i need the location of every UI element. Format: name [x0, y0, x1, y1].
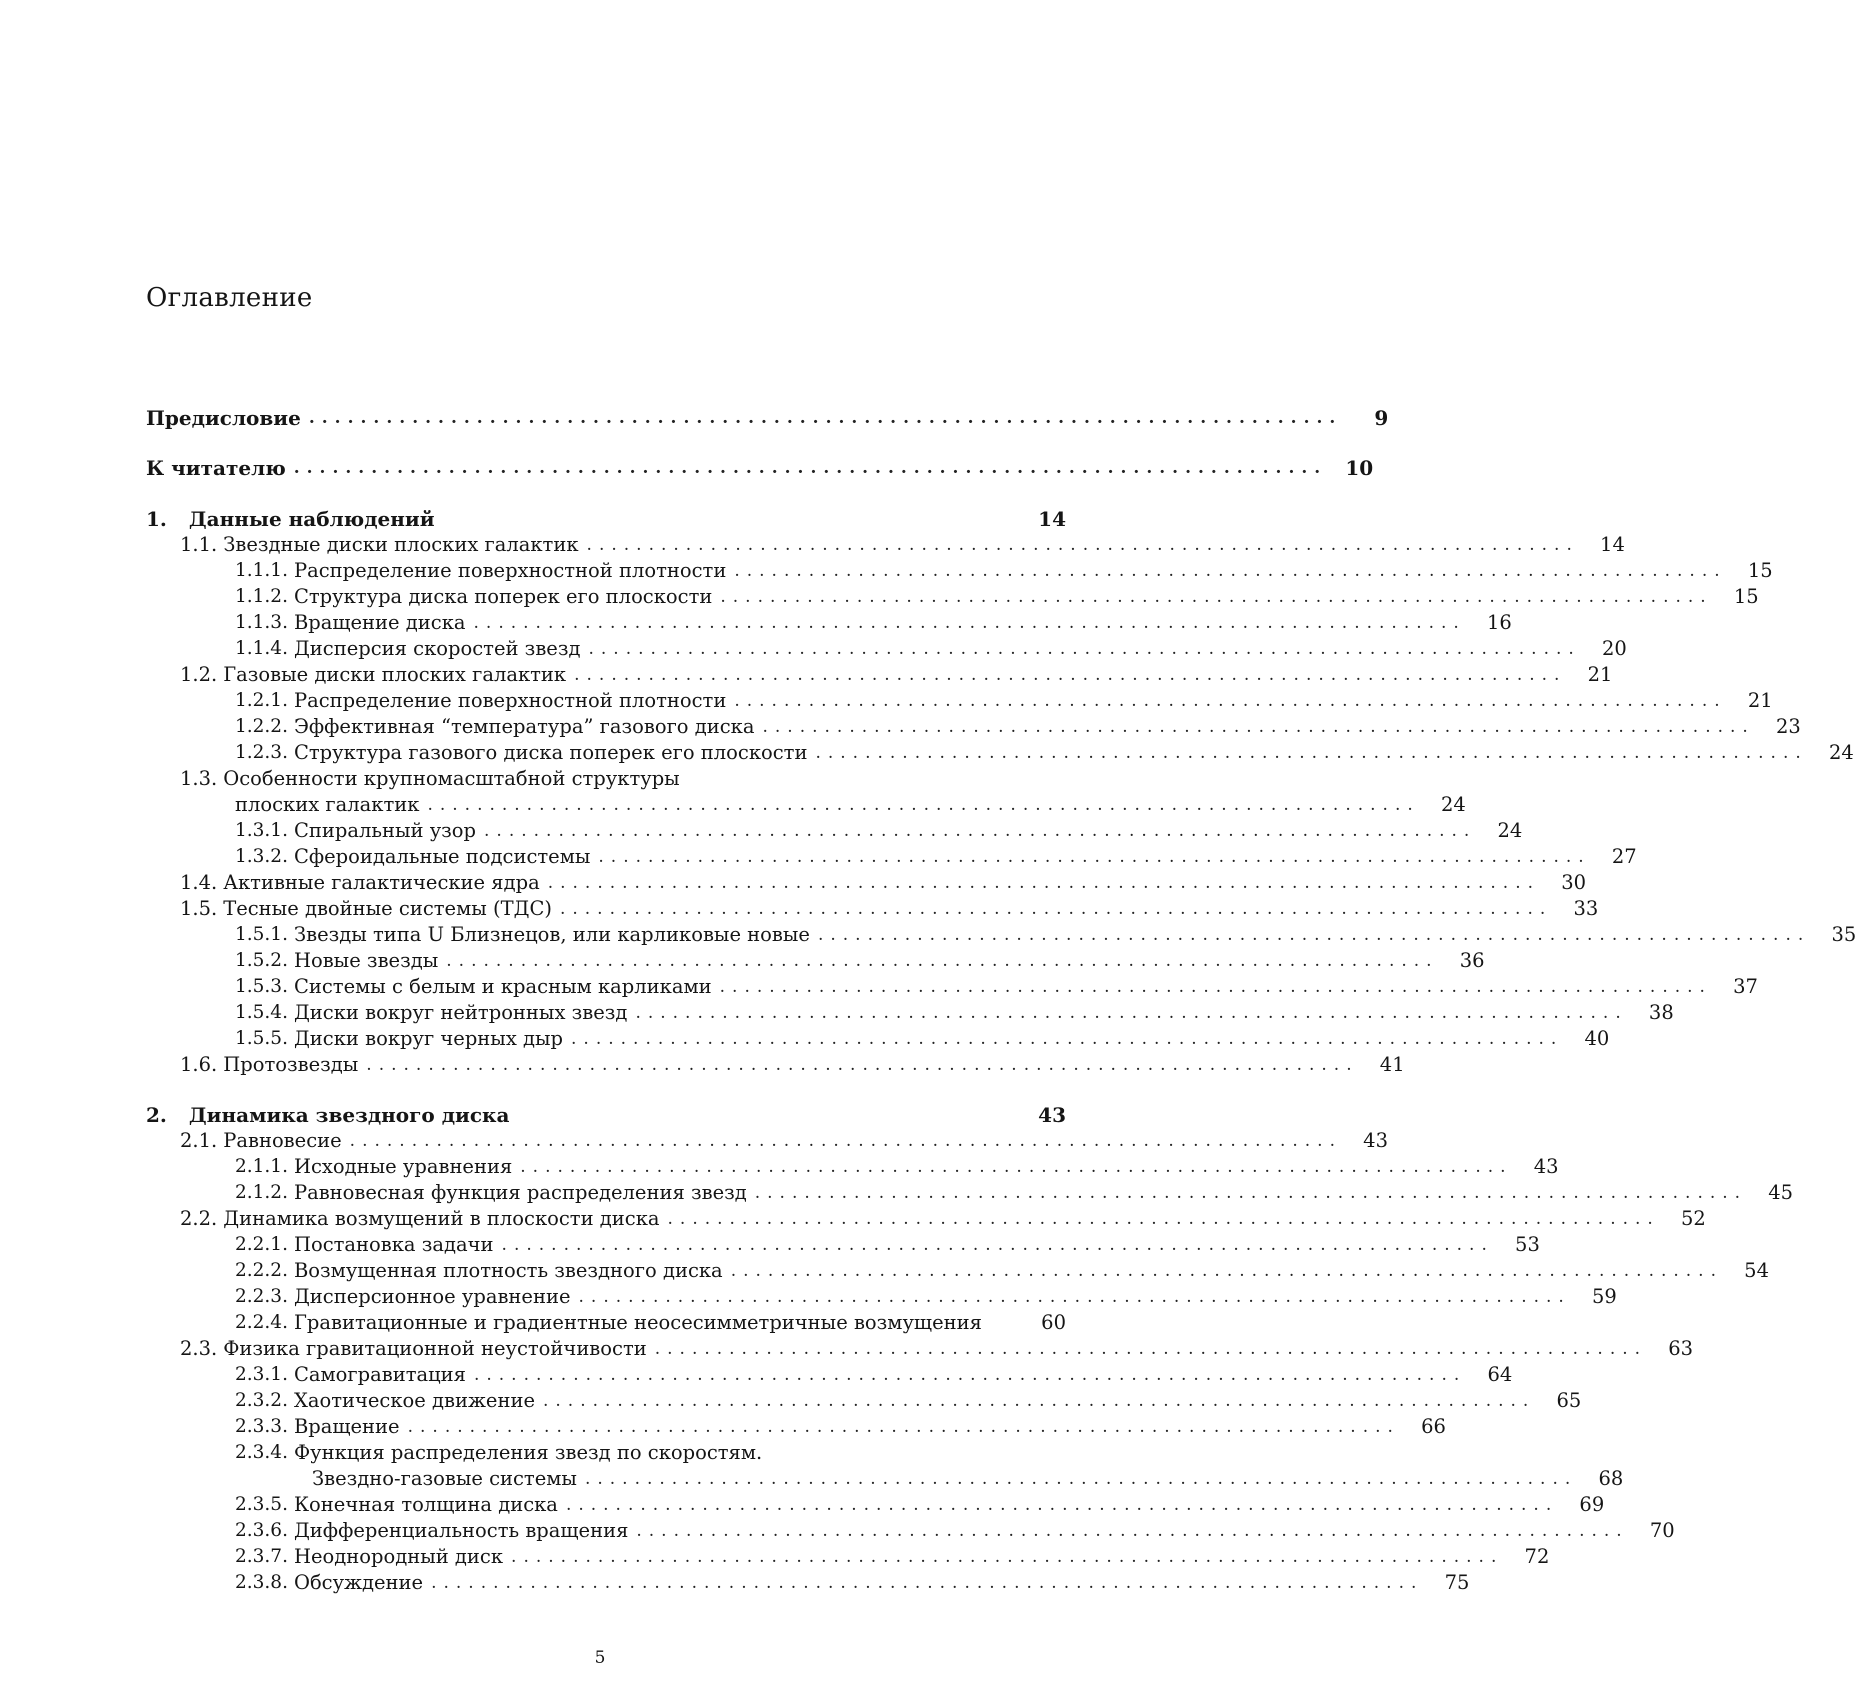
toc-entry-number: 2.1.1.: [235, 1156, 288, 1177]
toc-entry: [146, 1256, 1769, 1282]
toc-entry-title: Распределение поверхностной плотности: [293, 689, 727, 712]
toc-entry: [146, 1024, 1610, 1050]
dot-leader: ................................................................................: [446, 951, 1439, 971]
toc-entry-page: 14: [1600, 533, 1625, 556]
toc-entry-title: Диски вокруг черных дыр: [293, 1027, 564, 1050]
toc-entry-title: Тесные двойные системы (ТДС): [223, 897, 552, 920]
dot-leader: ................................................................................: [473, 613, 1466, 633]
toc-entry-number: 2.2.2.: [235, 1260, 288, 1281]
toc-entry: [146, 1204, 1706, 1230]
toc-entry: [146, 556, 1773, 582]
dot-leader: ................................................................................: [473, 1365, 1467, 1385]
toc-entry-number: 2.3.2.: [235, 1390, 288, 1411]
toc-entry-page: 63: [1668, 1337, 1694, 1360]
toc-entry: [146, 998, 1674, 1024]
dot-leader: ................................................................................: [584, 1469, 1578, 1489]
toc-entry-title: Структура диска поперек его плоскости: [293, 585, 713, 608]
toc-entry-page: 70: [1649, 1519, 1675, 1542]
toc-entry-title: Газовые диски плоских галактик: [223, 663, 567, 686]
toc-entry: [146, 1230, 1540, 1256]
toc-entry: [146, 634, 1627, 660]
toc-entry-title: Звездные диски плоских галактик: [223, 533, 579, 556]
toc-entry: [146, 1516, 1675, 1542]
dot-leader: ................................................................................: [734, 561, 1727, 581]
dot-leader: ................................................................................: [543, 1391, 1536, 1411]
toc-entry: [146, 1334, 1694, 1360]
toc-entry: [146, 842, 1637, 868]
toc-entry-page: 45: [1768, 1181, 1794, 1204]
toc-entry-title: Дисперсионное уравнение: [293, 1285, 571, 1308]
toc-entry-number: 1.1.4.: [235, 638, 288, 659]
toc-entry-page: 24: [1497, 819, 1523, 842]
page-title: Оглавление: [146, 283, 313, 313]
toc-entry-page: 60: [1041, 1311, 1066, 1334]
dot-leader: ................................................................................: [754, 1183, 1748, 1203]
toc-entry-number: 2.2.3.: [235, 1286, 288, 1307]
toc-entry-title: Распределение поверхностной плотности: [293, 559, 727, 582]
dot-leader: ................................................................................: [654, 1339, 1648, 1359]
toc-entry-number: 2.3.4.: [235, 1442, 288, 1463]
toc-entry-page: 43: [1533, 1155, 1559, 1178]
toc-entry-number: 1.1.3.: [235, 612, 288, 633]
toc-entry-number: 2.2.: [180, 1207, 218, 1230]
toc-entry: [146, 1464, 1624, 1490]
toc-entry-title: Структура газового диска поперек его плоскости: [293, 741, 808, 764]
toc-entry-number: 1.2.: [180, 663, 218, 686]
toc-entry-number: 1.1.1.: [235, 560, 288, 581]
dot-leader: ................................................................................: [762, 717, 1755, 737]
toc-entry-page: 72: [1524, 1545, 1550, 1568]
toc-entry-page: 30: [1561, 871, 1587, 894]
toc-entry: [146, 1100, 1066, 1126]
toc-entry-title: Вращение: [293, 1415, 400, 1438]
toc-entry: [146, 972, 1758, 998]
toc-entry-number: 1.: [146, 507, 167, 531]
toc-entry-page: 40: [1584, 1027, 1610, 1050]
toc-entry: [146, 764, 1066, 790]
dot-leader: ................................................................................: [407, 1417, 1400, 1437]
toc-entry-page: 23: [1775, 715, 1801, 738]
toc-entry: [146, 1360, 1513, 1386]
toc-entry: [146, 790, 1466, 816]
toc-entry-number: 2.3.6.: [235, 1520, 288, 1541]
dot-leader: ................................................................................: [730, 1261, 1723, 1281]
toc-entry: [146, 530, 1625, 556]
toc-entry-title: Протозвезды: [223, 1053, 359, 1076]
toc-entry-number: 1.3.2.: [235, 846, 288, 867]
toc-entry-title: К читателю: [146, 456, 286, 480]
toc-entry-title: Диски вокруг нейтронных звезд: [293, 1001, 628, 1024]
toc-entry-title: Звезды типа U Близнецов, или карликовые новые: [293, 923, 810, 946]
toc-entry-title: Особенности крупномасштабной структуры: [223, 767, 680, 790]
toc-entry-title: Неоднородный диск: [293, 1545, 504, 1568]
toc-entry-number: 2.1.2.: [235, 1182, 288, 1203]
dot-leader: ................................................................................: [571, 1029, 1564, 1049]
dot-leader: ................................................................................: [431, 1573, 1424, 1593]
dot-leader: ................................................................................: [578, 1287, 1571, 1307]
toc-entry: [146, 1178, 1794, 1204]
dot-leader: ................................................................................: [817, 925, 1811, 945]
toc-entry-title: плоских галактик: [235, 793, 420, 816]
toc-entry-page: 43: [1038, 1103, 1066, 1127]
toc-entry-title: Равновесная функция распределения звезд: [293, 1181, 747, 1204]
toc-entry: [146, 1438, 1066, 1464]
dot-leader: ................................................................................: [293, 458, 1328, 478]
toc-entry: [146, 1568, 1470, 1594]
toc-entry-number: 1.6.: [180, 1053, 218, 1076]
toc-entry: [146, 660, 1613, 686]
dot-leader: ................................................................................: [734, 691, 1727, 711]
dot-leader: ................................................................................: [427, 795, 1420, 815]
toc-entry-number: 2.3.: [180, 1337, 218, 1360]
toc-entry-page: 15: [1733, 585, 1759, 608]
dot-leader: ................................................................................: [719, 977, 1712, 997]
toc-entry-page: 33: [1573, 897, 1599, 920]
toc-entry-page: 36: [1459, 949, 1485, 972]
toc-entry-number: 1.1.2.: [235, 586, 288, 607]
toc-entry: [146, 946, 1485, 972]
toc-entry: [146, 1282, 1617, 1308]
toc-entry-page: 75: [1444, 1571, 1470, 1594]
toc-entry-number: 1.2.1.: [235, 690, 288, 711]
toc-entry: [146, 920, 1856, 946]
toc-entry-number: 2.3.3.: [235, 1416, 288, 1437]
toc-entry-page: 21: [1747, 689, 1773, 712]
toc-entry: [146, 1490, 1605, 1516]
toc-entry-number: 2.: [146, 1103, 167, 1127]
toc-entry-title: Активные галактические ядра: [223, 871, 540, 894]
toc-entry-number: 2.3.5.: [235, 1494, 288, 1515]
toc-entry: [146, 686, 1773, 712]
toc-entry-page: 38: [1648, 1001, 1674, 1024]
toc-entry-page: 37: [1733, 975, 1758, 998]
toc-entry-title: Самогравитация: [293, 1363, 466, 1386]
toc-entry-number: 1.2.2.: [235, 716, 288, 737]
toc-entry-title: Гравитационные и градиентные неосесимметричные возмущения: [293, 1311, 982, 1334]
toc-entry-title: Обсуждение: [293, 1571, 424, 1594]
dot-leader: ................................................................................: [586, 535, 1579, 555]
page-number: 5: [594, 1648, 606, 1668]
toc-entry-page: 27: [1611, 845, 1637, 868]
toc-entry-page: 24: [1828, 741, 1854, 764]
toc-entry: [146, 868, 1587, 894]
toc-entry-number: 1.5.1.: [235, 924, 288, 945]
toc-entry-title: Равновесие: [223, 1129, 342, 1152]
dot-leader: ................................................................................: [574, 665, 1567, 685]
toc-entry-title: Хаотическое движение: [293, 1389, 535, 1412]
toc-entry: [146, 894, 1599, 920]
toc-entry: [146, 1050, 1405, 1076]
toc-entry: [146, 608, 1512, 634]
toc-entry: [146, 1412, 1446, 1438]
dot-leader: ................................................................................: [815, 743, 1808, 763]
toc-entry-number: 1.3.1.: [235, 820, 288, 841]
toc-entry-page: 10: [1345, 456, 1374, 480]
toc-entry-page: 66: [1421, 1415, 1446, 1438]
toc-entry-page: 68: [1598, 1467, 1624, 1490]
dot-leader: ................................................................................: [635, 1003, 1628, 1023]
toc-entry-title: Постановка задачи: [293, 1233, 494, 1256]
toc-entry-page: 64: [1487, 1363, 1513, 1386]
toc-entry-page: 35: [1831, 923, 1856, 946]
toc-entry-number: 2.3.8.: [235, 1572, 288, 1593]
toc-entry-title: Спиральный узор: [293, 819, 477, 842]
toc-entry-number: 1.4.: [180, 871, 218, 894]
toc-entry-title: Функция распределения звезд по скоростям.: [293, 1441, 763, 1464]
toc-entry-title: Физика гравитационной неустойчивости: [223, 1337, 647, 1360]
toc-entry-page: 43: [1363, 1129, 1388, 1152]
toc-entry-page: 69: [1579, 1493, 1605, 1516]
toc-entry-page: 9: [1374, 406, 1389, 430]
toc-entry-title: Исходные уравнения: [293, 1155, 513, 1178]
toc-entry-page: 21: [1587, 663, 1613, 686]
dot-leader: ................................................................................: [349, 1131, 1342, 1151]
toc-entry: [146, 1386, 1582, 1412]
toc-entry-number: 1.1.: [180, 533, 218, 556]
toc-entry-title: Вращение диска: [293, 611, 466, 634]
dot-leader: ................................................................................: [598, 847, 1591, 867]
toc-entry-page: 20: [1601, 637, 1627, 660]
toc-entry-page: 14: [1038, 507, 1066, 531]
toc-entry: [146, 816, 1523, 842]
toc-entry-page: 52: [1681, 1207, 1706, 1230]
dot-leader: ................................................................................: [547, 873, 1541, 893]
toc-entry-number: 1.5.5.: [235, 1028, 288, 1049]
toc-entry-title: Звездно-газовые системы: [312, 1467, 577, 1490]
toc-entry: [146, 582, 1759, 608]
dot-leader: ................................................................................: [484, 821, 1477, 841]
toc-entry-number: 2.2.1.: [235, 1234, 288, 1255]
toc-entry-number: 1.5.3.: [235, 976, 288, 997]
toc-entry-number: 1.2.3.: [235, 742, 288, 763]
toc-entry-number: 2.2.4.: [235, 1312, 288, 1333]
toc-entry-title: Сфероидальные подсистемы: [293, 845, 591, 868]
toc-entry-title: Дисперсия скоростей звезд: [293, 637, 581, 660]
toc-entry-title: Предисловие: [146, 406, 301, 430]
toc-entry-number: 1.3.: [180, 767, 218, 790]
toc-entry-page: 65: [1556, 1389, 1582, 1412]
toc-entry-title: Эффективная “температура” газового диска: [293, 715, 755, 738]
dot-leader: ................................................................................: [366, 1055, 1359, 1075]
toc-entry: [146, 1308, 1066, 1334]
dot-leader: ................................................................................: [588, 639, 1581, 659]
toc-entry-title: Данные наблюдений: [188, 507, 435, 531]
toc-entry-page: 59: [1592, 1285, 1617, 1308]
toc-entry: [146, 712, 1801, 738]
dot-leader: ................................................................................: [720, 587, 1713, 607]
toc-entry-page: 15: [1747, 559, 1773, 582]
dot-leader: ................................................................................: [308, 408, 1343, 428]
toc-entry: [146, 504, 1066, 530]
dot-leader: ................................................................................: [501, 1235, 1494, 1255]
toc-entry-page: 41: [1379, 1053, 1405, 1076]
dot-leader: ................................................................................: [559, 899, 1553, 919]
toc-entry-page: 54: [1744, 1259, 1769, 1282]
toc-entry-number: 2.1.: [180, 1129, 218, 1152]
toc-entry-title: Конечная толщина диска: [293, 1493, 558, 1516]
dot-leader: ................................................................................: [520, 1157, 1513, 1177]
toc-entry-page: 53: [1515, 1233, 1540, 1256]
toc-entry-page: 24: [1440, 793, 1466, 816]
dot-leader: ................................................................................: [636, 1521, 1629, 1541]
toc-entry: [146, 1542, 1550, 1568]
toc-entry-number: 1.5.: [180, 897, 218, 920]
dot-leader: ................................................................................: [565, 1495, 1559, 1515]
toc-entry-page: 16: [1487, 611, 1512, 634]
toc-entry-title: Возмущенная плотность звездного диска: [293, 1259, 723, 1282]
dot-leader: ................................................................................: [511, 1547, 1504, 1567]
toc-entry-title: Динамика возмущений в плоскости диска: [223, 1207, 660, 1230]
toc-entry-title: Новые звезды: [293, 949, 439, 972]
toc-entry: [146, 1126, 1388, 1152]
toc-entry: [146, 453, 1374, 480]
toc-entry-title: Динамика звездного диска: [188, 1103, 510, 1127]
toc-entry: [146, 738, 1854, 764]
toc-entry-number: 2.3.1.: [235, 1364, 288, 1385]
toc-entry: [146, 403, 1389, 430]
toc-entry-number: 1.5.4.: [235, 1002, 288, 1023]
toc-entry-number: 2.3.7.: [235, 1546, 288, 1567]
toc-entry-number: 1.5.2.: [235, 950, 288, 971]
toc-entry-title: Дифференциальность вращения: [293, 1519, 629, 1542]
toc-entry: [146, 1152, 1559, 1178]
toc-entry-title: Системы с белым и красным карликами: [293, 975, 712, 998]
dot-leader: ................................................................................: [667, 1209, 1660, 1229]
